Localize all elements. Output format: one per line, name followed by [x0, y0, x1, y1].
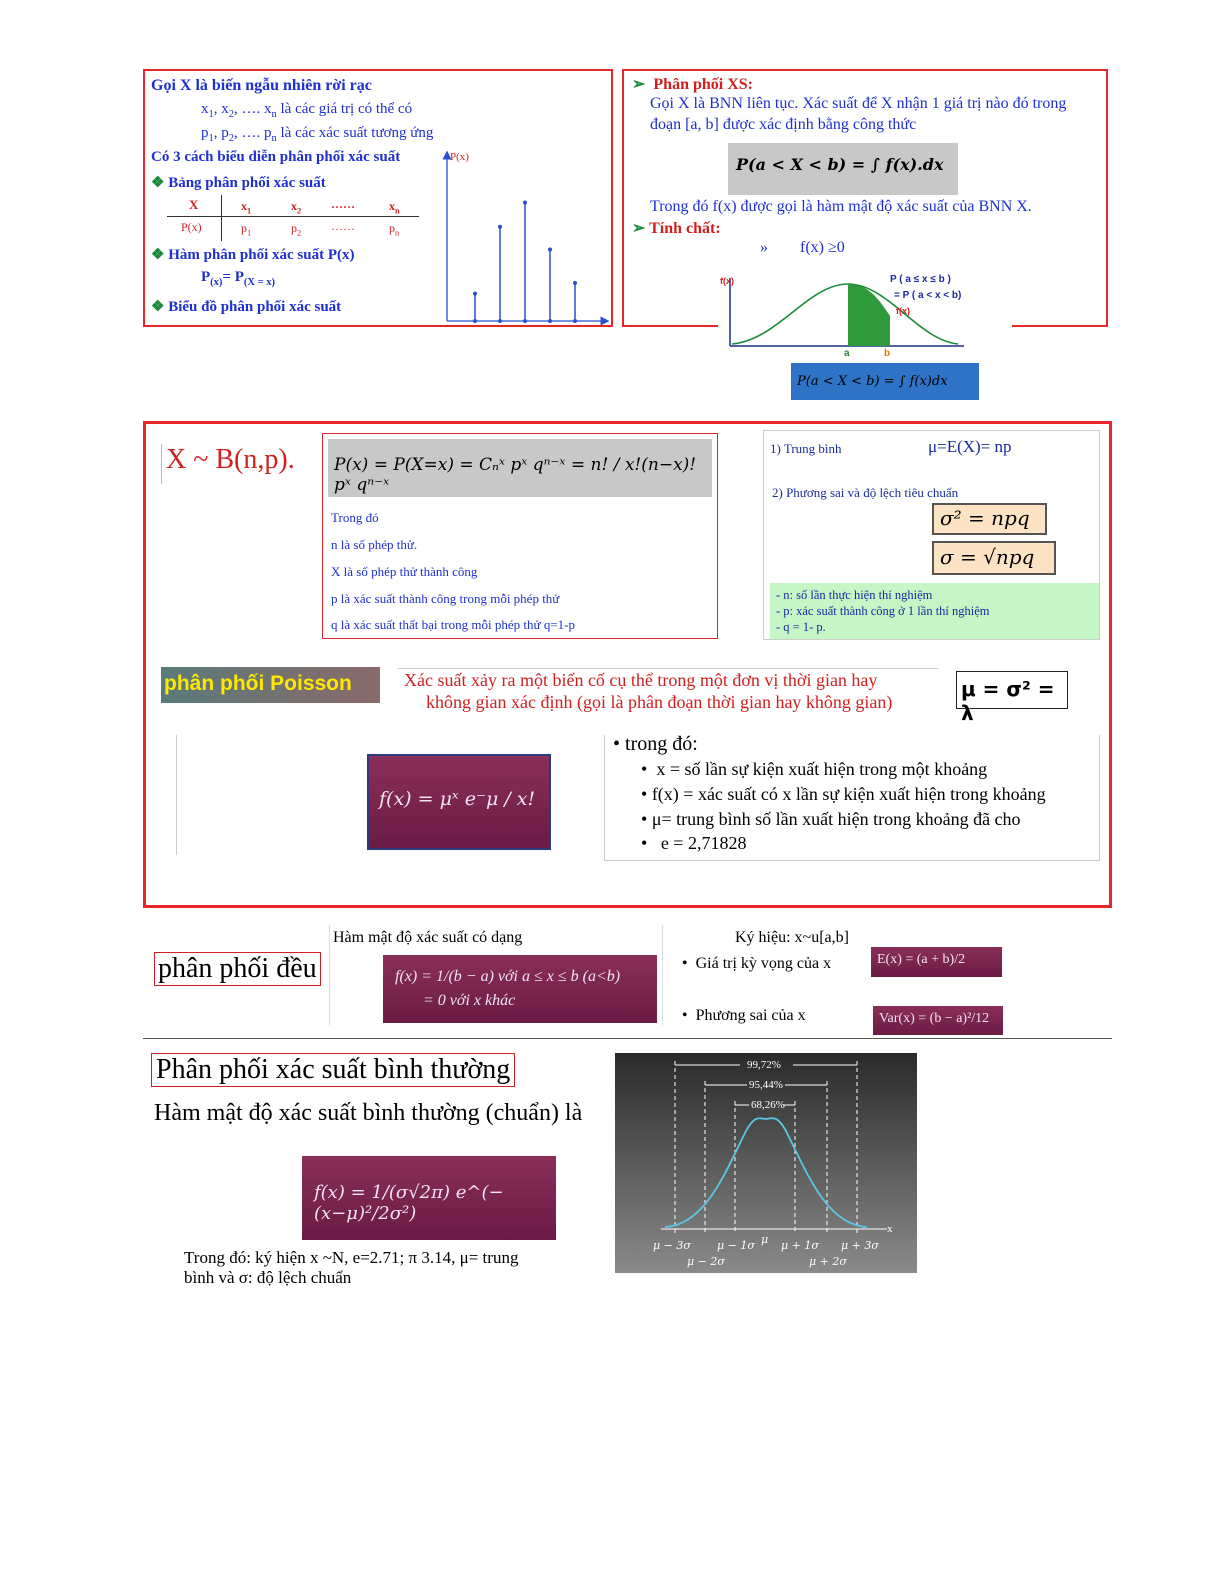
pct-95: 95,44% — [749, 1079, 783, 1091]
poisson-where: • trong đó: — [613, 733, 698, 755]
binomial-where: Trong đó — [331, 510, 379, 525]
discrete-title: Gọi X là biến ngẫu nhiên rời rạc — [151, 77, 372, 94]
property-nonneg: f(x) ≥0 — [800, 239, 845, 256]
graph-prob-label-1: P ( a ≤ x ≤ b ) — [890, 274, 951, 285]
properties-heading: ➢ Tính chất: — [632, 220, 721, 237]
binomial-formula-panel — [322, 433, 718, 639]
normal-formula: f(x) = 1/(σ√2π) e^(−(x−μ)²/2σ²) — [314, 1182, 504, 1224]
stem-base-point — [473, 319, 477, 323]
table-header-x2: $x_2$ — [291, 199, 302, 216]
poisson-item-2: • f(x) = xác suất có x lần sự kiện xuất hiện trong khoảng — [641, 784, 1046, 804]
stem-base-point — [498, 319, 502, 323]
xvals-line: $x_1$, $x_2$, …. $x_n$ là các giá trị có thể có — [201, 101, 413, 120]
normal-density-label: Hàm mật độ xác suất bình thường (chuẩn) là — [154, 1100, 583, 1126]
uniform-ev-label: • Giá trị kỳ vọng của x — [682, 955, 832, 972]
continuous-desc: Trong đó f(x) được gọi là hàm mật độ xác suất của BNN X. — [650, 198, 1032, 215]
uniform-formula-2: = 0 với x khác — [423, 992, 516, 1009]
binomial-notation: X ~ B(n,p). — [166, 444, 295, 475]
tick-m3: μ − 3σ — [653, 1239, 691, 1252]
methods-title: Có 3 cách biểu diễn phân phối xác suất — [151, 149, 401, 165]
table-header-xn: $x_n$ — [389, 199, 400, 216]
normal-note-2: bình và σ: độ lệch chuẩn — [184, 1268, 352, 1287]
discrete-bar-chart — [441, 149, 611, 325]
normal-note-1: Trong đó: ký hiện x ~N, e=2.71; π 3.14, μ= trung — [184, 1248, 519, 1267]
graph-b-label: b — [884, 348, 891, 359]
stem-point — [473, 292, 477, 296]
sd-formula: σ = √npq — [932, 541, 1056, 575]
binomial-x-def: X là số phép thử thành công — [331, 564, 478, 579]
table-cell-p1: $p_1$ — [241, 221, 252, 238]
stem-point — [523, 200, 527, 204]
binomial-formula: P(x) = P(X=x) = Cₙˣ pˣ qⁿ⁻ˣ = n! / x!(n−x)! pˣ qⁿ⁻ˣ — [334, 455, 697, 495]
binomial-formula-box — [328, 439, 712, 497]
px-axis-label: P(x) — [450, 151, 469, 163]
binomial-p-def: p là xác suất thành công trong mỗi phép thử — [331, 591, 560, 606]
pvals-line: $p_1$, $p_2$, …. $p_n$ là các xác suất tương ứng — [201, 125, 434, 144]
poisson-param: μ = σ² = λ — [956, 671, 1068, 709]
normal-curve-panel — [615, 1053, 917, 1273]
continuous-formula-box — [728, 143, 958, 195]
uniform-title: phân phối đều — [154, 952, 321, 986]
method-3: ❖ Biểu đồ phân phối xác suất — [151, 299, 342, 315]
poisson-item-3: • μ= trung bình số lần xuất hiện trong khoảng đã cho — [641, 809, 1021, 829]
n-note: - n: số lần thực hiện thí nghiệm — [776, 588, 933, 602]
q-note: - q = 1- p. — [776, 620, 826, 634]
graph-prob-label-2: = P ( a < x < b) — [894, 290, 962, 301]
pct-68: 68,26% — [751, 1099, 785, 1111]
table-cell-p2: $p_2$ — [291, 221, 302, 238]
table-cell-px: P(x) — [181, 220, 202, 234]
x-axis-label: x — [887, 1223, 893, 1235]
poisson-where-panel — [604, 735, 1100, 861]
uniform-var-formula: Var(x) = (b − a)²/12 — [873, 1006, 1003, 1035]
tick-m1: μ − 1σ — [717, 1239, 755, 1252]
binomial-q-def: q là xác suất thất bại trong mỗi phép thử q=1-p — [331, 617, 575, 632]
table-header-x: X — [189, 197, 199, 212]
pct-99: 99,72% — [747, 1059, 781, 1071]
variance-label: 2) Phương sai và độ lệch tiêu chuẩn — [772, 485, 959, 500]
uniform-formula-1: f(x) = 1/(b − a) với a ≤ x ≤ b (a<b) — [395, 968, 621, 985]
discrete-panel — [143, 69, 613, 327]
tick-p2: μ + 2σ — [809, 1255, 847, 1268]
distribution-table — [167, 195, 419, 241]
binomial-stats-panel — [763, 430, 1100, 640]
density-curve-svg — [718, 270, 1012, 362]
density-graph — [718, 270, 1012, 362]
poisson-formula: f(x) = μˣ e⁻μ / x! — [379, 788, 536, 810]
shaded-area — [848, 284, 890, 346]
uniform-formula-box — [383, 955, 657, 1023]
graph-fx-curve-label: f(x) — [896, 306, 910, 316]
poisson-item-4: • e = 2,71828 — [641, 833, 747, 853]
p-note: - p: xác suất thành công ở 1 lần thí nghiệm — [776, 604, 990, 618]
poisson-title: phân phối Poisson — [161, 667, 380, 703]
continuous-formula: P(a < X < b) = ∫ f(x).dx — [736, 155, 944, 174]
stem-base-point — [523, 319, 527, 323]
uniform-var-label: • Phương sai của x — [682, 1007, 806, 1024]
poisson-formula-box — [367, 754, 551, 850]
method-1: ❖ Bảng phân phối xác suất — [151, 175, 326, 191]
tick-p1: μ + 1σ — [781, 1239, 819, 1252]
tick-m2: μ − 2σ — [687, 1255, 725, 1268]
stem-point — [548, 248, 552, 252]
continuous-intro-1: Gọi X là BNN liên tục. Xác suất để X nhận 1 giá trị nào đó trong — [650, 95, 1067, 112]
uniform-density-label: Hàm mật độ xác suất có dạng — [333, 929, 523, 946]
param-notes — [770, 583, 1099, 639]
mean-label: 1) Trung bình — [770, 441, 842, 456]
poisson-desc-2: không gian xác định (gọi là phân đoạn thời gian hay không gian) — [426, 692, 893, 712]
continuous-heading: ➢ Phân phối XS: — [632, 76, 753, 93]
uniform-notation: Ký hiệu: x~u[a,b] — [735, 929, 849, 946]
tick-p3: μ + 3σ — [841, 1239, 879, 1252]
stem-base-point — [573, 319, 577, 323]
graph-fx-label: f(x) — [720, 276, 734, 286]
normal-formula-box — [302, 1156, 556, 1240]
stem-base-point — [548, 319, 552, 323]
section-divider — [143, 1038, 1112, 1039]
uniform-ev-formula: E(x) = (a + b)/2 — [871, 947, 1002, 977]
func-formula: $P_{(x)}= P_{(X = x)}$ — [201, 269, 275, 288]
table-cell-pn: $p_n$ — [389, 221, 400, 238]
graph-formula-box — [791, 363, 979, 400]
continuous-intro-2: đoạn [a, b] được xác định bằng công thức — [650, 116, 917, 133]
graph-formula: P(a < X < b) = ∫ f(x)dx — [797, 374, 948, 389]
stem-point — [498, 225, 502, 229]
normal-title: Phân phối xác suất bình thường — [151, 1053, 515, 1087]
method-2: ❖ Hàm phân phối xác suất P(x) — [151, 247, 355, 263]
poisson-item-1: • x = số lần sự kiện xuất hiện trong một khoảng — [641, 759, 988, 779]
mean-formula: μ=E(X)= np — [928, 437, 1012, 456]
table-header-dots: …… — [331, 197, 355, 211]
tick-mu: μ — [761, 1233, 769, 1246]
property-bullet: » — [760, 239, 768, 256]
graph-a-label: a — [844, 348, 850, 359]
stem-point — [573, 281, 577, 285]
poisson-desc-1: Xác suất xảy ra một biến cố cụ thể trong một đơn vị thời gian hay — [404, 670, 878, 690]
table-header-x1: $x_1$ — [241, 199, 252, 216]
table-cell-dots: …… — [331, 219, 355, 233]
variance-formula: σ² = npq — [932, 503, 1047, 535]
binomial-n-def: n là số phép thử. — [331, 537, 418, 552]
